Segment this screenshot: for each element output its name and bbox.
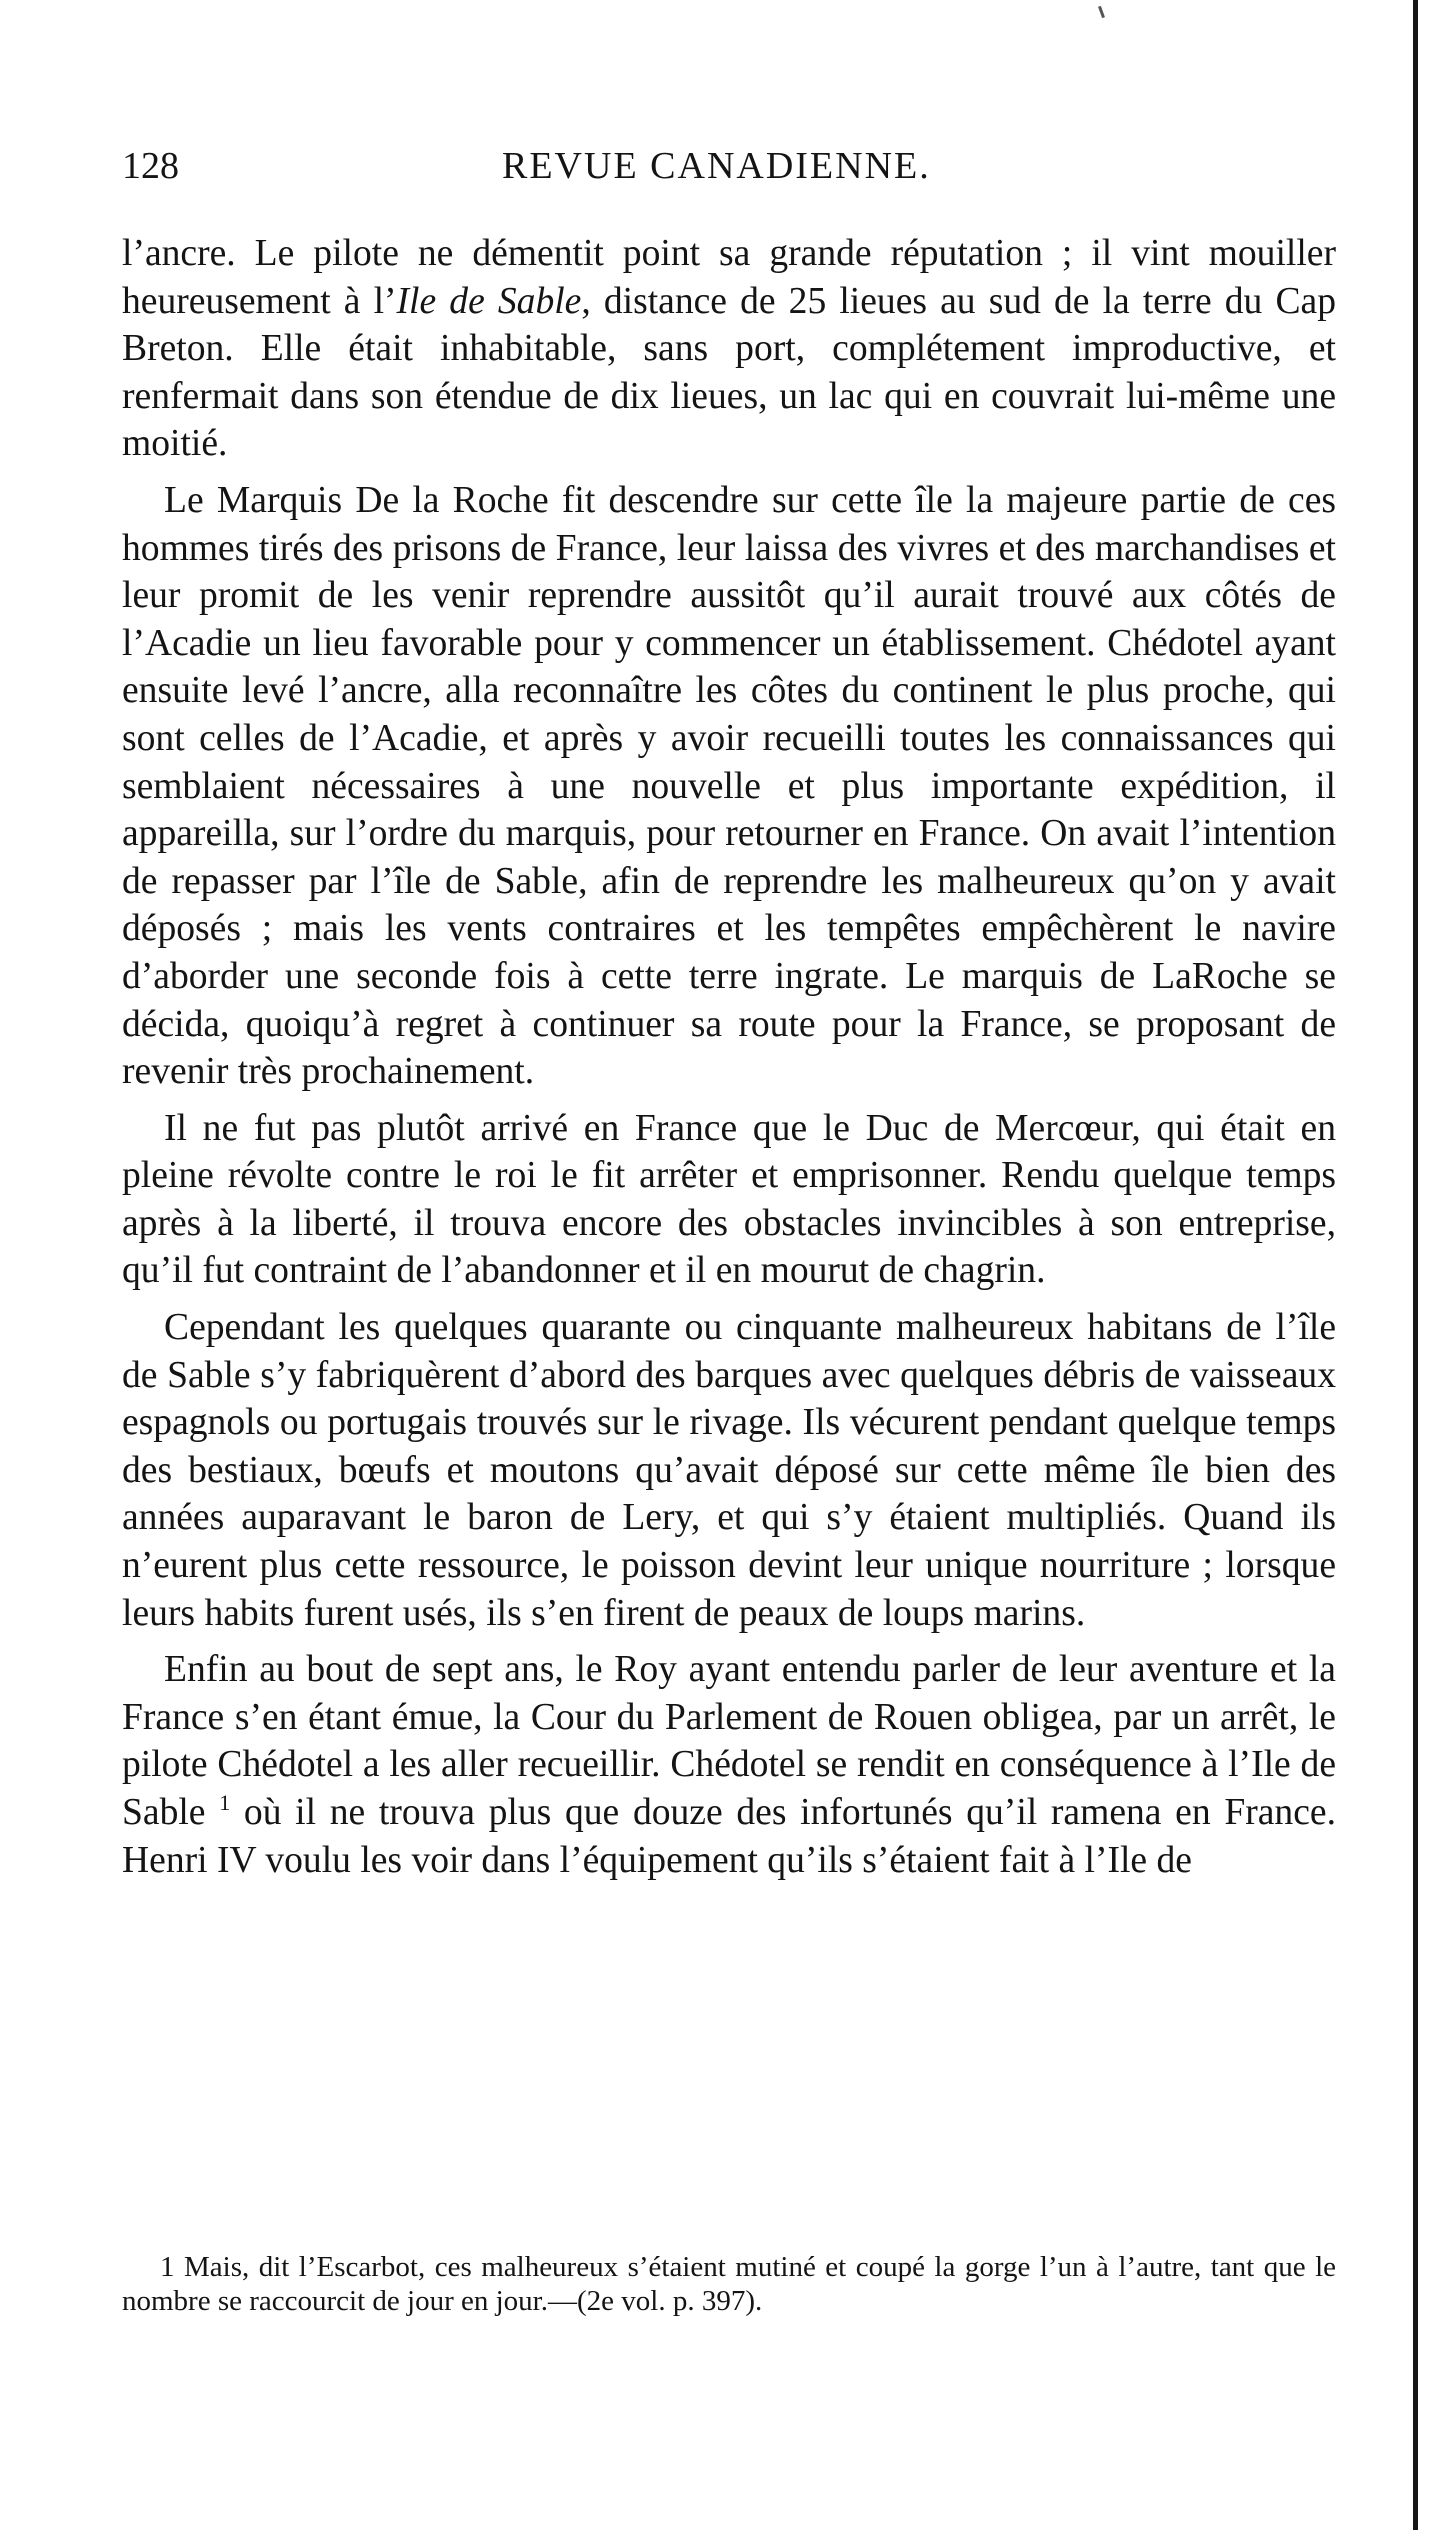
- running-header: [122, 144, 1336, 204]
- footnote-text: 1 Mais, dit l’Escarbot, ces malheureux s’étaient mutiné et coupé la gorge l’un à l’autre, tant que le nombre se raccourcit de jour en jour.—(2e vol. p. 397).: [122, 2251, 1336, 2317]
- paragraph-3: Il ne fut pas plutôt arrivé en France que le Duc de Mercœur, qui était en pleine révolte contre le roi le fit arrêter et emprisonner. Rendu quelque temps après à la liberté, il trouva encore des obstacles invincibles à son entreprise, qu’il fut contraint de l’abandonner et il en mourut de chagrin.: [122, 1107, 1336, 1292]
- paragraph-5-text-a: Enfin au bout de sept ans, le Roy ayant entendu parler de leur aventure et la France s’en étant émue, la Cour du Parlement de Rouen obligea, par un arrêt, le pilote Chédotel a les aller recueillir. Chédotel se rendit en conséquence à l’Ile de Sable: [122, 1649, 1336, 1833]
- paragraph-4: Cependant les quelques quarante ou cinquante malheureux habitans de l’île de Sable s’y fabriquèrent d’abord des barques avec quelques débris de vaisseaux espagnols ou portugais trouvés sur le rivage. Ils vécurent pendant quelque temps des bestiaux, bœufs et moutons qu’avait déposé sur cette même île bien des années auparavant le baron de Lery, et qui s’y étaient multipliés. Quand ils n’eurent plus cette ressource, le poisson devint leur unique nourriture ; lorsque leurs habits furent usés, ils s’en firent de peaux de loups marins.: [122, 1307, 1336, 1634]
- paragraph-1-text-b: , distance de 25 lieues au sud de la terre du Cap Breton. Elle était inhabitable, sans port, complétement improductive, et renfermait dans son étendue de dix lieues, un lac qui en couvrait lui-même une moitié.: [122, 280, 1336, 465]
- scan-speck: [1098, 6, 1105, 18]
- footnote: [122, 2250, 1336, 2318]
- page-number: 128: [122, 145, 179, 187]
- paragraph-1-text-a: l’ancre. Le pilote ne démentit point sa grande réputation ; il vint mouiller heureusement à l’: [122, 233, 1336, 322]
- paragraph-2: Le Marquis De la Roche fit descendre sur cette île la majeure partie de ces hommes tirés des prisons de France, leur laissa des vivres et des marchandises et leur promit de les venir reprendre aussitôt qu’il aurait trouvé aux côtés de l’Acadie un lieu favorable pour y commencer un établissement. Chédotel ayant ensuite levé l’ancre, alla reconnaître les côtes du continent le plus proche, qui sont celles de l’Acadie, et après y avoir recueilli toutes les connaissances qui semblaient nécessaires à une nouvelle et plus importante expédition, il appareilla, sur l’ordre du marquis, pour retourner en France. On avait l’intention de repasser par l’île de Sable, afin de reprendre les malheureux qu’on y avait déposés ; mais les vents contraires et les tempêtes empêchèrent le navire d’aborder une seconde fois à cette terre ingrate. Le marquis de LaRoche se décida, quoiqu’à regret à continuer sa route pour la France, se proposant de revenir très prochainement.: [122, 479, 1336, 1093]
- page-edge-shadow: [1413, 0, 1418, 2530]
- paragraph-5: [122, 1646, 1336, 1884]
- paragraph-1: [122, 230, 1336, 468]
- paragraph-1-italic-place: Ile de Sable: [396, 280, 582, 322]
- paragraph-5-text-b: où il ne trouva plus que douze des infortunés qu’il ramena en France. Henri IV voulu les voir dans l’équipement qu’ils s’étaient fait à l’Ile de: [122, 1792, 1336, 1881]
- footnote-reference[interactable]: 1: [219, 1790, 231, 1815]
- running-title: REVUE CANADIENNE.: [502, 145, 931, 187]
- body-text: [122, 230, 1336, 1893]
